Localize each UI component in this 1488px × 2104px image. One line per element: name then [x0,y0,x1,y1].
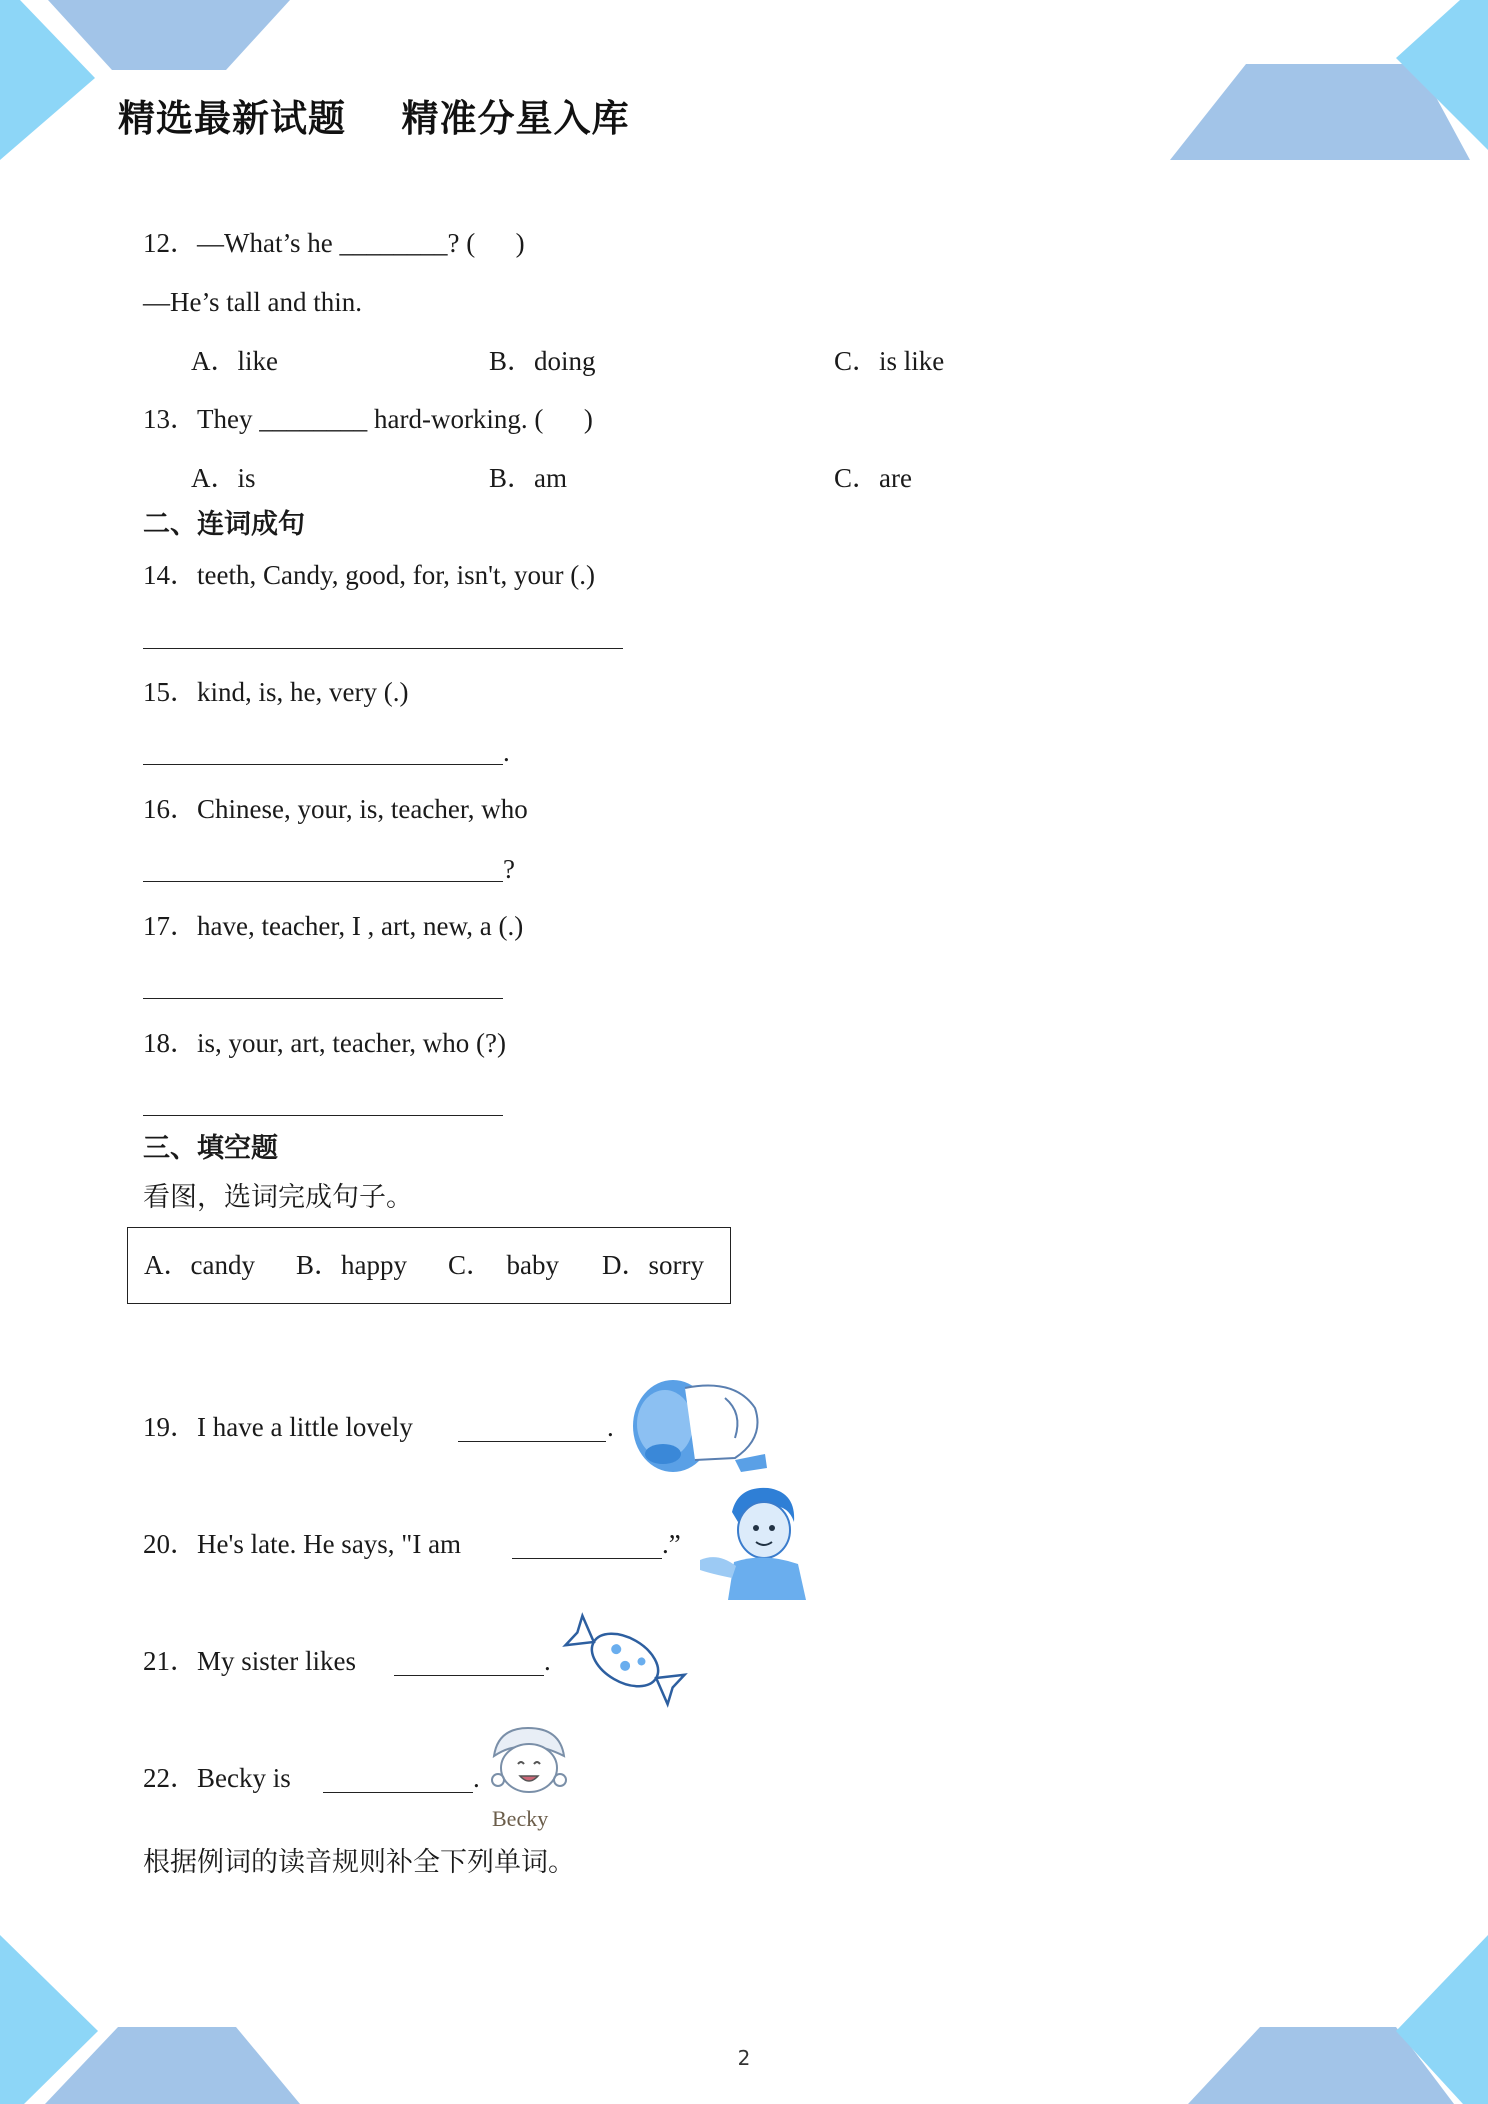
question-16-answer-line[interactable] [143,881,503,882]
baby-illustration [615,1368,775,1486]
becky-label: Becky [492,1806,549,1831]
bottom-left-decoration [0,1935,310,2104]
header-title: 精选最新试题 精准分星入库 [118,97,630,140]
word-bank-option-d: D．sorry [602,1250,704,1280]
question-20-text: 20．He's late. He says, "I am [143,1529,468,1559]
question-20-end: .” [662,1529,681,1559]
question-15-end-mark: . [503,737,510,767]
question-19-end: . [607,1412,614,1442]
question-14-stem: 14．teeth, Candy, good, for, isn't, your (.) [143,560,595,590]
question-12-option-a: A．like [191,346,278,376]
question-14-answer-line[interactable] [143,648,623,649]
question-21-text: 21．My sister likes [143,1646,363,1676]
question-13-option-b: B．am [489,463,567,493]
question-21-end: . [544,1646,551,1676]
section-3-instruction: 看图，选词完成句子。 [143,1182,413,1213]
top-left-decoration [0,0,300,170]
question-22-end: . [473,1763,480,1793]
page-number: 2 [737,2046,751,2070]
question-18-answer-line[interactable] [143,1115,503,1116]
section-3-heading: 三、填空题 [143,1133,278,1164]
question-15-answer-line[interactable] [143,764,503,765]
word-bank-option-b: B．happy [296,1250,407,1280]
question-19-text: 19．I have a little lovely [143,1412,420,1442]
question-22-blank[interactable] [323,1792,473,1793]
question-12-option-b: B．doing [489,346,596,376]
word-bank-option-a: A．candy [144,1250,255,1280]
boy-illustration [698,1482,810,1600]
question-12-reply: —He’s tall and thin. [143,287,362,317]
becky-illustration [478,1722,578,1834]
question-16-end-mark: ? [503,854,515,884]
question-13-option-c: C．are [834,463,912,493]
question-21-blank[interactable] [394,1675,544,1676]
top-right-decoration [1170,0,1488,170]
question-22-text: 22．Becky is [143,1763,298,1793]
bottom-right-decoration [1178,1935,1488,2104]
word-bank-option-c: C． baby [448,1250,559,1280]
candy-illustration [560,1605,690,1715]
question-13-stem: 13．They ________ hard-working. ( ) [143,404,593,434]
word-bank-box [127,1227,731,1304]
question-12-stem: 12．—What’s he ________? ( ) [143,228,525,258]
question-18-stem: 18．is, your, art, teacher, who (?) [143,1028,506,1058]
question-16-stem: 16．Chinese, your, is, teacher, who [143,794,528,824]
section-2-heading: 二、连词成句 [143,509,305,540]
question-13-option-a: A．is [191,463,256,493]
next-section-instruction: 根据例词的读音规则补全下列单词。 [143,1847,575,1878]
question-17-answer-line[interactable] [143,998,503,999]
question-17-stem: 17．have, teacher, I , art, new, a (.) [143,911,524,941]
question-12-option-c: C．is like [834,346,945,376]
question-20-blank[interactable] [512,1558,662,1559]
question-19-blank[interactable] [458,1441,606,1442]
question-15-stem: 15．kind, is, he, very (.) [143,677,409,707]
